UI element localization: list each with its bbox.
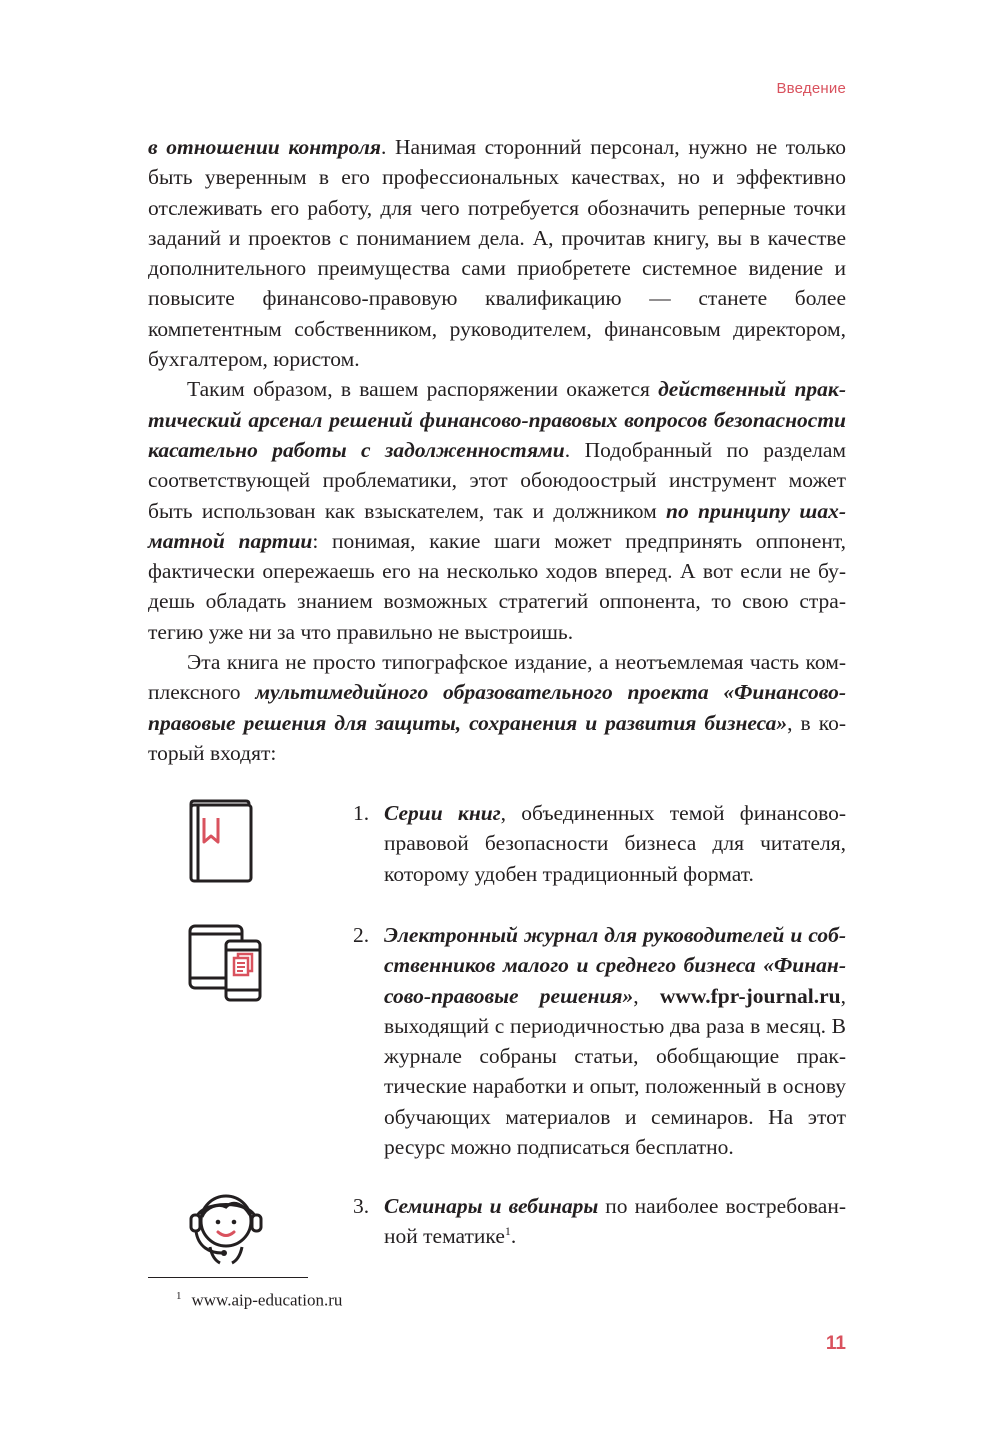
headset-person-icon	[188, 1191, 264, 1274]
emphasis: по принципу шахматной партии	[148, 498, 846, 553]
paragraph-text: , в который входят:	[148, 710, 846, 765]
journal-url-link[interactable]: www.fpr-journal.ru	[659, 983, 841, 1008]
emphasis: Серии книг	[384, 801, 501, 825]
item-text: , объединенных темой финансово-правовой безопасности бизнеса для читателя, которому удобен традиционный формат.	[384, 801, 847, 886]
emphasis: мультимедийного образовательного проекта «Финансово-правовые решения для защиты, сохранения и развития бизнеса»	[148, 680, 846, 735]
paragraph-1	[148, 132, 846, 374]
paragraph-text: Таким образом, в вашем распоряжении окажется	[187, 377, 659, 402]
list-item-text	[384, 920, 846, 1162]
item-text: , выходящий с периодичностью два раза в месяц. В журнале собраны статьи, обобщающие практические наработки и опыт, положенный в основу обучающих материалов и семинаров. На этот ресурс можно подписаться бесплатно.	[384, 983, 846, 1160]
list-item-text	[384, 798, 846, 889]
item-text: .	[510, 1224, 517, 1249]
footnote-divider	[148, 1277, 308, 1278]
paragraph-3	[148, 647, 846, 768]
footnote-reference: 1	[504, 1224, 511, 1239]
paragraph-text: : понимая, какие шаги может предпринять оппонент, фактически опережаешь его на несколько ходов вперед. А вот если не будешь обладать знанием возможных стратегий оппонента, то свою стратегию уже ни за что правильно не выстроишь.	[148, 528, 846, 644]
list-item-text	[384, 1191, 846, 1252]
list-number: 2.	[353, 923, 370, 947]
paragraph-text: . Нанимая сторонний персонал, нужно не только быть уверенным в его профессиональных качествах, но и эффективно отслеживать его работу, для чего потребуется обозначить реперные точки заданий и проектов с пониманием дела. А, прочитав книгу, вы в качестве дополнительного преимущества сами приобретете системное видение и повысите финансово-правовую квалификацию — станете более компетентным собственником, руководителем, финансовым директором, бухгалтером, юристом.	[148, 135, 846, 372]
page-number: 11	[825, 1333, 846, 1354]
list-number: 1.	[353, 801, 370, 825]
footnote	[176, 1290, 342, 1311]
list-number: 3.	[353, 1194, 370, 1218]
footnote-link[interactable]: www.aip-education.ru	[191, 1290, 343, 1310]
item-text: по наиболее востребованной тематике	[384, 1194, 847, 1249]
body-text	[148, 132, 846, 768]
tablet-phone-icon	[188, 920, 262, 1007]
item-text: ,	[633, 983, 660, 1008]
emphasis: действенный практический арсенал решений финансово-правовых вопросов безопасности касательно работы с задолженностями	[148, 377, 846, 462]
running-head: Введение	[776, 80, 846, 97]
emphasis: Семинары и вебинары	[384, 1194, 599, 1218]
paragraph-text: Эта книга не просто типографское издание, а неотъемлемая часть комплексного	[148, 650, 846, 705]
book-icon	[188, 798, 254, 889]
footnote-mark: 1	[176, 1290, 182, 1302]
paragraph-2	[148, 374, 846, 647]
paragraph-text: . Подобранный по разделам соответствующей проблематики, этот обоюдоострый инструмент может быть использован как взыскателем, так и должником	[148, 437, 846, 523]
emphasis: Электронный журнал для руководителей и собственников малого и среднего бизнеса «Финансово-правовые решения»	[384, 923, 846, 1008]
emphasis: в отношении контроля	[148, 135, 381, 159]
